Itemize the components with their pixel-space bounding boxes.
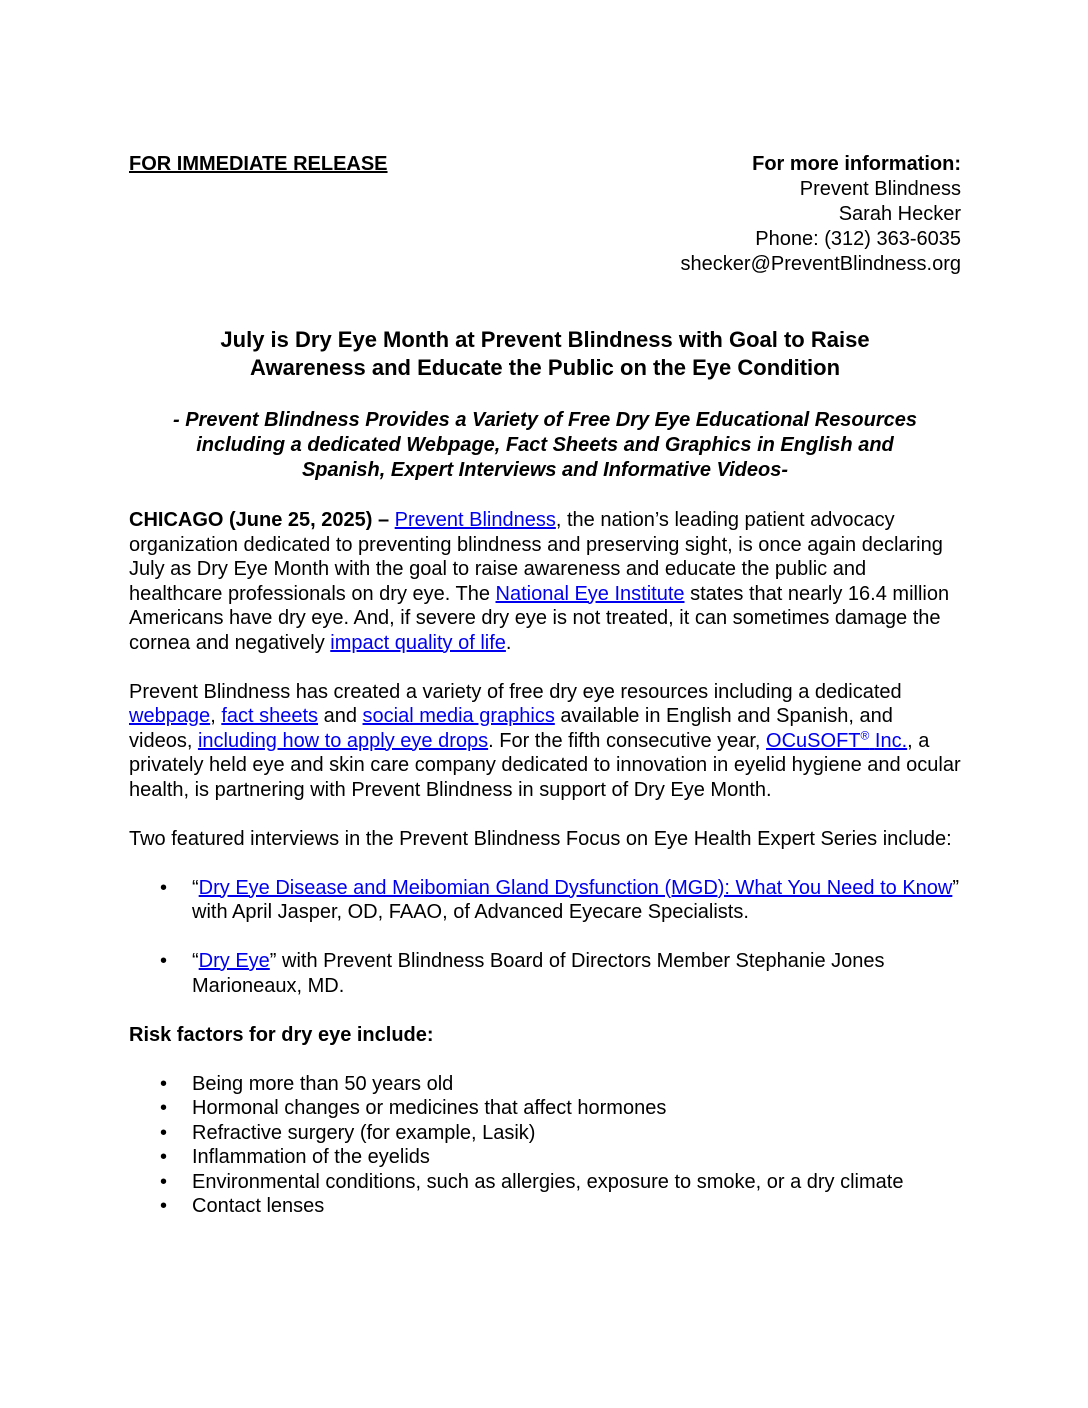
webpage-link[interactable]: webpage: [129, 705, 211, 727]
paragraph-text: Prevent Blindness has created a variety of free dry eye resources including a dedicated: [129, 680, 902, 703]
bullet-icon: •: [160, 876, 168, 899]
bullet-icon: •: [160, 950, 168, 972]
contact-phone: Phone: (312) 363-6035: [755, 228, 961, 250]
subtitle-line: - Prevent Blindness Provides a Variety of Free Dry Eye Educational Resources: [173, 409, 917, 431]
list-item: [129, 1145, 961, 1170]
bullet-icon: •: [160, 1195, 168, 1217]
ocusoft-link-text: OCuSOFT: [766, 729, 861, 752]
paragraph-text: available in English and Spanish, and videos,: [129, 705, 893, 752]
fact-sheets-link[interactable]: fact sheets: [221, 705, 319, 727]
list-item-text: Hormonal changes or medicines that affect hormones: [192, 1097, 667, 1119]
social-media-graphics-link[interactable]: social media graphics: [362, 705, 555, 727]
list-item-text: Refractive surgery (for example, Lasik): [192, 1121, 536, 1144]
release-header: [129, 152, 961, 280]
list-item: [129, 876, 961, 925]
contact-heading: For more information:: [752, 153, 961, 175]
release-label: FOR IMMEDIATE RELEASE: [129, 153, 388, 175]
risk-factors-list: [129, 1072, 961, 1219]
list-item: [129, 1096, 961, 1121]
contact-name: Sarah Hecker: [838, 203, 961, 225]
list-item-text: Contact lenses: [192, 1195, 325, 1217]
list-item: [129, 949, 961, 998]
list-item-text: Inflammation of the eyelids: [192, 1146, 430, 1168]
paragraph-text: ,: [210, 705, 222, 727]
paragraph-text: , a privately held eye and skin care company dedicated to innovation in eyelid hygiene and ocular health, is partnering with Prevent Blindness in support of Dry Eye Month.: [129, 729, 961, 801]
eye-drops-video-link[interactable]: including how to apply eye drops: [197, 729, 489, 752]
list-item: [129, 1170, 961, 1195]
subtitle-line: including a dedicated Webpage, Fact Sheets and Graphics in English and: [196, 434, 894, 456]
risk-factors-heading: Risk factors for dry eye include:: [129, 1023, 434, 1046]
bullet-icon: •: [160, 1097, 168, 1119]
list-item: [129, 1072, 961, 1097]
interview-link-mgd[interactable]: Dry Eye Disease and Meibomian Gland Dysfunction (MGD): What You Need to Know: [198, 876, 953, 899]
subtitle-line: Spanish, Expert Interviews and Informative Videos-: [301, 459, 789, 481]
dateline: CHICAGO (June 25, 2025) –: [129, 509, 390, 531]
intro-paragraph: [129, 508, 961, 655]
contact-email: shecker@PreventBlindness.org: [680, 253, 961, 275]
quote-mark: “: [192, 876, 199, 899]
bullet-icon: •: [160, 1146, 168, 1168]
quote-mark: “: [192, 950, 199, 972]
national-eye-institute-link[interactable]: National Eye Institute: [495, 582, 685, 605]
interview-link-dry-eye[interactable]: Dry Eye: [198, 950, 270, 972]
prevent-blindness-link[interactable]: Prevent Blindness: [394, 509, 556, 531]
list-item-text: Being more than 50 years old: [192, 1072, 454, 1095]
list-item: [129, 1194, 961, 1219]
impact-quality-of-life-link[interactable]: impact quality of life: [330, 631, 506, 654]
interviews-list: [129, 876, 961, 999]
bullet-icon: •: [160, 1121, 168, 1144]
contact-block: [681, 152, 961, 277]
list-item-text: Environmental conditions, such as allergies, exposure to smoke, or a dry climate: [192, 1170, 904, 1193]
ocusoft-link[interactable]: [766, 727, 908, 752]
contact-org: Prevent Blindness: [799, 178, 961, 200]
page-title: [129, 326, 961, 382]
paragraph-text: states that nearly 16.4 million Americans have dry eye. And, if severe dry eye is not treated, it can sometimes damage the cornea and negatively: [129, 582, 950, 654]
paragraph-text: , the nation’s leading patient advocacy organization dedicated to preventing blindness and preserving sight, is once again declaring July as Dry Eye Month with the goal to raise awareness and educate the public and healthcare professionals on dry eye. The: [129, 509, 943, 605]
title-line: Awareness and Educate the Public on the Eye Condition: [249, 355, 841, 380]
paragraph-text: and: [318, 705, 363, 727]
bullet-icon: •: [160, 1170, 168, 1193]
paragraph-text: .: [505, 631, 512, 654]
title-line: July is Dry Eye Month at Prevent Blindness with Goal to Raise: [220, 327, 870, 352]
press-release-page: [129, 152, 961, 1219]
list-item-text: ” with Prevent Blindness Board of Directors Member Stephanie Jones Marioneaux, MD.: [192, 950, 885, 997]
ocusoft-link-inc: Inc.: [874, 729, 908, 752]
page-subtitle: [129, 408, 961, 483]
registered-mark: ®: [860, 727, 870, 742]
interviews-intro-paragraph: Two featured interviews in the Prevent Blindness Focus on Eye Health Expert Series include:: [129, 827, 952, 850]
list-item: [129, 1121, 961, 1146]
bullet-icon: •: [160, 1072, 168, 1095]
resources-paragraph: [129, 680, 961, 803]
paragraph-text: . For the fifth consecutive year,: [488, 729, 767, 752]
list-item-text: ” with April Jasper, OD, FAAO, of Advanced Eyecare Specialists.: [192, 876, 960, 923]
